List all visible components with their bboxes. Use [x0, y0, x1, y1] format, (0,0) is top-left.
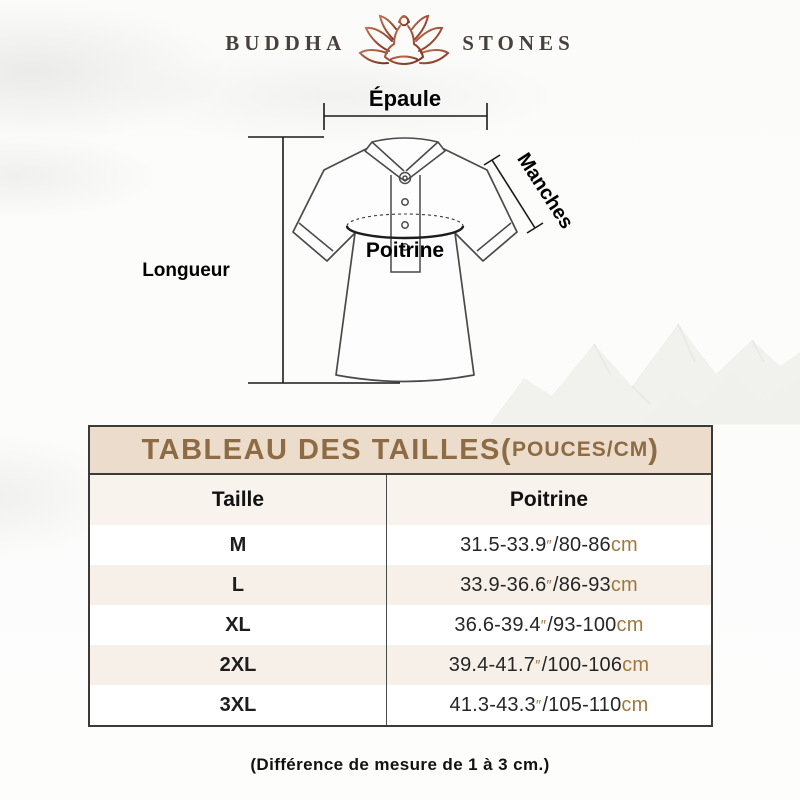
brand-logo [0, 6, 800, 80]
lotus-meditation-icon [358, 10, 450, 76]
brand-text-right: STONES [462, 30, 575, 55]
brand-text-left: BUDDHA [225, 30, 347, 55]
label-sleeves: Manches [512, 149, 578, 233]
chest-cell [386, 685, 711, 725]
size-cell: M [229, 533, 247, 556]
chest-cell [386, 605, 711, 645]
value-inches: 39.4-41.7 [448, 653, 536, 676]
value-cm: 86-93 [558, 573, 611, 596]
size-table-header [90, 475, 711, 525]
size-table [88, 425, 713, 727]
table-row [90, 605, 711, 645]
column-header-taille: Taille [211, 488, 265, 511]
size-table-title [90, 427, 711, 475]
value-inches: 33.9-36.6 [460, 573, 547, 596]
size-table-title-main: TABLEAU DES TAILLES( [141, 433, 513, 466]
size-table-title-close: ) [648, 433, 660, 466]
size-cell: L [231, 573, 245, 596]
column-header-poitrine: Poitrine [386, 475, 711, 525]
size-cell: 2XL [219, 653, 257, 676]
value-cm: 80-86 [558, 533, 611, 556]
cm-unit: cm [610, 573, 638, 596]
inch-mark: ″ [535, 696, 542, 714]
value-separator: / [541, 653, 548, 676]
cm-unit: cm [622, 653, 650, 676]
value-separator: / [552, 533, 559, 556]
shirt-measurement-diagram [0, 85, 800, 415]
cm-unit: cm [610, 533, 638, 556]
value-separator: / [552, 573, 559, 596]
label-chest: Poitrine [365, 239, 445, 262]
inch-mark: ″ [540, 616, 547, 634]
inch-mark: ″ [546, 576, 552, 594]
value-inches: 31.5-33.9 [460, 533, 547, 556]
chest-cell [386, 525, 711, 565]
value-inches: 41.3-43.3 [449, 693, 536, 716]
value-separator: / [542, 693, 549, 716]
label-length: Longueur [142, 260, 230, 281]
inch-mark: ″ [535, 656, 541, 674]
value-separator: / [547, 613, 554, 636]
value-cm: 100-106 [547, 653, 623, 676]
label-shoulder: Épaule [368, 86, 442, 111]
table-row [90, 525, 711, 565]
size-table-title-units: POUCES/CM [512, 438, 649, 461]
size-cell: 3XL [219, 693, 257, 716]
table-row [90, 685, 711, 725]
value-cm: 105-110 [548, 693, 622, 716]
table-row [90, 645, 711, 685]
value-inches: 36.6-39.4 [454, 613, 541, 636]
value-cm: 93-100 [553, 613, 617, 636]
inch-mark: ″ [546, 536, 552, 554]
cm-unit: cm [616, 613, 644, 636]
cm-unit: cm [621, 693, 649, 716]
chest-cell [386, 645, 711, 685]
size-table-body [90, 525, 711, 725]
table-row [90, 565, 711, 605]
chest-cell [386, 565, 711, 605]
size-cell: XL [225, 613, 251, 636]
measurement-note: (Différence de mesure de 1 à 3 cm.) [250, 755, 550, 774]
